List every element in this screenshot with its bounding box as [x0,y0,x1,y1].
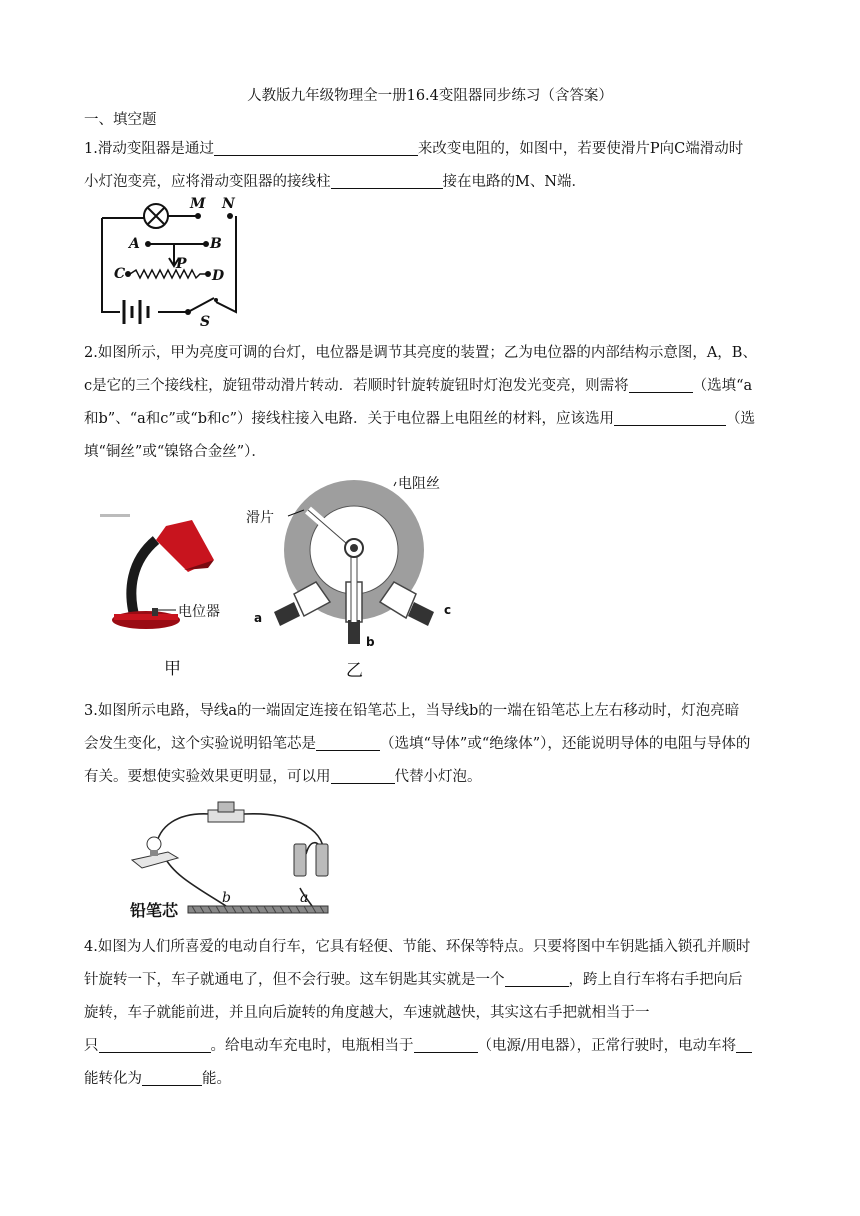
q4-blank-4[interactable] [736,1037,752,1053]
q2-text: 和b”、“a和c”或“b和c”）接线柱接入电路．关于电位器上电阻丝的材料，应该选用 [84,411,615,427]
label-P: P [176,256,187,272]
label-wire-a: a [300,890,309,906]
q2-blank-1[interactable] [629,377,693,393]
q1-text: 小灯泡变亮，应将滑动变阻器的接线柱 [84,174,331,190]
label-C: C [114,266,126,282]
q4-line-3: 旋转，车子就能前进，并且向后旋转的角度越大，车速就越快，其实这右手把就相当于一 [84,1005,650,1021]
q4-line-4 [84,1034,752,1055]
label-jia: 甲 [164,659,181,679]
q4-line-2 [84,968,743,989]
q4-text: 能转化为 [84,1071,142,1087]
page-title: 人教版九年级物理全一册16.4变阻器同步练习（含答案） [247,88,613,104]
q3-line-3 [84,765,482,786]
label-B: B [210,236,222,252]
q1-line-1 [84,137,743,158]
q2-line-2 [84,374,752,395]
q2-line-4: 填“铜丝”或“镍铬合金丝”）． [84,444,266,460]
q3-text: 有关。要想使实验效果更明显，可以用 [84,769,331,785]
q2-text: c是它的三个接线柱，旋钮带动滑片转动．若顺时针旋转旋钮时灯泡发光变亮，则需将 [84,378,629,394]
q4-text: （电源/用电器），正常行驶时，电动车将 [477,1038,737,1054]
q3-line-2 [84,732,750,753]
q1-text: 接在电路的M、N端． [442,174,587,190]
label-pencil-lead: 铅笔芯 [130,901,179,920]
q2-text: （选 [726,411,756,427]
q4-blank-5[interactable] [142,1070,202,1086]
label-S: S [200,314,211,330]
label-terminal-b: b [366,635,375,649]
label-slider: 滑片 [246,510,274,526]
q2-lamp-figure [96,510,246,680]
q3-text: 会发生变化，这个实验说明铅笔芯是 [84,736,316,752]
q4-line-1: 4.如图为人们所喜爱的电动自行车，它具有轻便、节能、环保等特点。只要将图中车钥匙插入锁孔并顺时 [84,939,751,955]
q4-blank-3[interactable] [414,1037,478,1053]
q2-line-3 [84,407,755,428]
q4-blank-1[interactable] [505,971,569,987]
q1-circuit-figure [96,194,246,330]
q4-text: 只 [84,1038,99,1054]
label-terminal-a: a [254,611,263,625]
q4-text: 。给电动车充电时，电瓶相当于 [210,1038,414,1054]
label-terminal-c: c [444,603,452,617]
label-resistance-wire: 电阻丝 [398,476,440,492]
q4-blank-2[interactable] [99,1037,211,1053]
label-M: M [190,196,206,212]
label-potentiometer: 电位器 [178,604,220,620]
q4-text: 能。 [202,1071,231,1087]
q3-blank-1[interactable] [316,735,380,751]
q2-potentiometer-figure [244,472,474,682]
label-wire-b: b [222,890,231,906]
q4-line-5 [84,1067,231,1088]
label-A: A [129,236,140,252]
label-yi: 乙 [346,661,363,681]
q3-line-1: 3.如图所示电路，导线a的一端固定连接在铅笔芯上，当导线b的一端在铅笔芯上左右移动时，灯泡亮暗 [84,703,740,719]
q2-line-1: 2.如图所示，甲为亮度可调的台灯，电位器是调节其亮度的装置；乙为电位器的内部结构示意图，A，B、 [84,345,757,361]
q3-blank-2[interactable] [331,768,395,784]
q2-blank-2[interactable] [614,410,726,426]
q3-text: 代替小灯泡。 [394,769,482,785]
q1-blank-2[interactable] [331,173,443,189]
q1-text: 来改变电阻的，如图中，若要使滑片P向C端滑动时 [417,141,744,157]
q1-text: 1.滑动变阻器是通过 [84,141,214,157]
label-D: D [212,268,225,284]
q1-blank-1[interactable] [214,140,418,156]
section-heading: 一、填空题 [84,112,157,128]
q1-line-2 [84,170,586,191]
q3-text: （选填“导体”或“绝缘体”），还能说明导体的电阻与导体的 [380,736,751,752]
q4-text: 针旋转一下，车子就通电了，但不会行驶。这车钥匙其实就是一个 [84,972,505,988]
q2-text: （选填“a [692,378,753,394]
q4-text: ，跨上自行车将右手把向后 [568,972,743,988]
q3-pencil-circuit-figure [128,796,348,922]
label-N: N [222,196,235,212]
